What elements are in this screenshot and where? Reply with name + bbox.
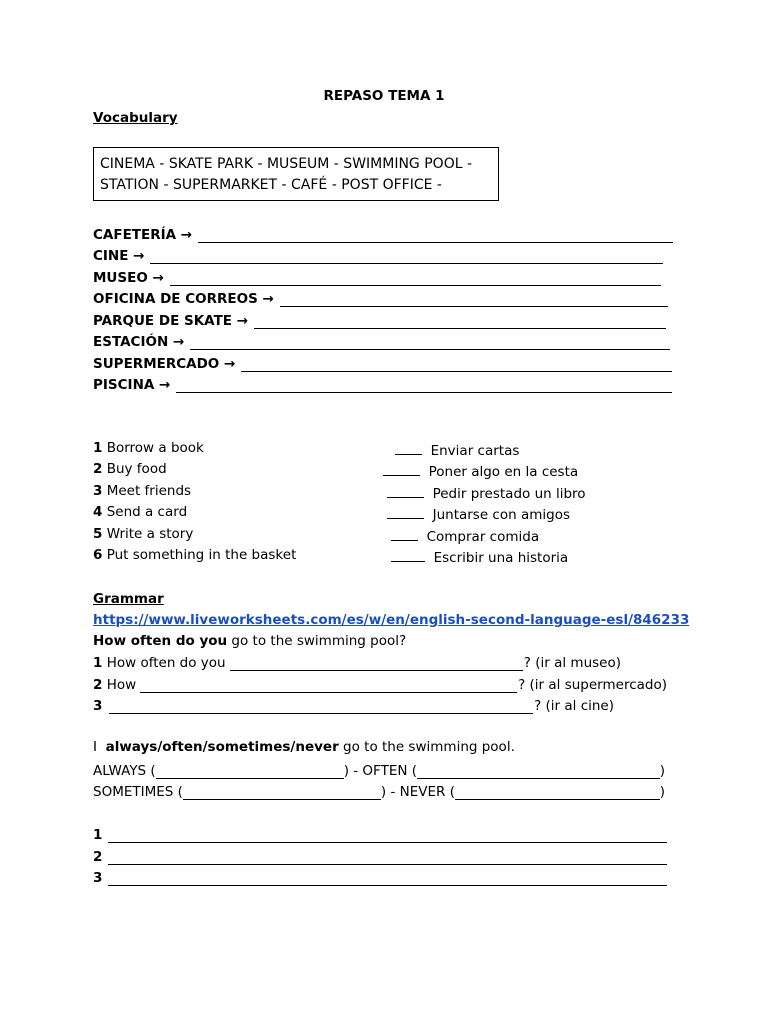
match-answer-blank[interactable] xyxy=(387,485,424,498)
sentence-row: 2 xyxy=(93,849,667,865)
translate-label: SUPERMERCADO → xyxy=(93,356,236,372)
answer-line[interactable] xyxy=(280,294,668,307)
question-row: 3 ? (ir al cine) xyxy=(93,698,614,714)
matching-left-item: 4 Send a card xyxy=(93,504,188,520)
adverb-sentence: I always/often/sometimes/never go to the swimming pool. xyxy=(93,739,515,755)
answer-line[interactable] xyxy=(108,852,667,865)
answer-line[interactable] xyxy=(109,701,533,714)
translate-label: CAFETERÍA → xyxy=(93,227,193,243)
answer-line[interactable] xyxy=(108,830,667,843)
matching-left-item: 2 Buy food xyxy=(93,461,167,477)
liveworksheets-link[interactable]: https://www.liveworksheets.com/es/w/en/english-second-language-esl/846233 xyxy=(93,612,690,628)
matching-left-item: 6 Put something in the basket xyxy=(93,547,297,563)
answer-line[interactable] xyxy=(190,337,670,350)
answer-line[interactable] xyxy=(108,873,667,886)
vocabulary-word-box xyxy=(93,147,499,201)
translate-row xyxy=(93,313,666,329)
translate-row xyxy=(93,356,672,372)
translate-row xyxy=(93,291,668,307)
translate-row xyxy=(93,270,661,286)
answer-line[interactable] xyxy=(198,230,673,243)
grammar-example: How often do you go to the swimming pool? xyxy=(93,633,407,649)
page-title: REPASO TEMA 1 xyxy=(323,88,445,104)
vocabulary-box-line: STATION - SUPERMARKET - CAFÉ - POST OFFICE - xyxy=(100,177,442,193)
translate-label: OFICINA DE CORREOS → xyxy=(93,291,274,307)
translate-label: ESTACIÓN → xyxy=(93,334,185,350)
match-answer-blank[interactable] xyxy=(383,463,420,476)
match-answer-blank[interactable] xyxy=(391,528,418,541)
vocabulary-heading: Vocabulary xyxy=(93,110,178,126)
question-row: 1 How often do you ? (ir al museo) xyxy=(93,655,621,671)
matching-right-item: Enviar cartas xyxy=(395,442,519,459)
matching-right-item: Comprar comida xyxy=(391,528,539,545)
matching-left-item: 5 Write a story xyxy=(93,526,194,542)
translate-label: CINE → xyxy=(93,248,145,264)
answer-line[interactable] xyxy=(241,359,672,372)
matching-right-item: Poner algo en la cesta xyxy=(383,463,578,480)
matching-left-item: 3 Meet friends xyxy=(93,483,192,499)
match-answer-blank[interactable] xyxy=(387,506,424,519)
translate-label: PARQUE DE SKATE → xyxy=(93,313,249,329)
question-row: 2 How ? (ir al supermercado) xyxy=(93,677,667,693)
matching-right-item: Pedir prestado un libro xyxy=(387,485,586,502)
translate-label: MUSEO → xyxy=(93,270,164,286)
answer-line[interactable] xyxy=(150,251,663,264)
matching-right-item: Juntarse con amigos xyxy=(387,506,570,523)
never-blank[interactable] xyxy=(455,787,660,800)
match-answer-blank[interactable] xyxy=(391,549,425,562)
answer-line[interactable] xyxy=(176,380,672,393)
translate-row xyxy=(93,248,663,264)
match-answer-blank[interactable] xyxy=(395,442,422,455)
often-blank[interactable] xyxy=(417,766,660,779)
sentence-row: 1 xyxy=(93,827,667,843)
sentence-row: 3 xyxy=(93,870,667,886)
frequency-row: ALWAYS ( ) - OFTEN ( ) xyxy=(93,763,665,779)
sometimes-blank[interactable] xyxy=(183,787,381,800)
frequency-row: SOMETIMES ( ) - NEVER ( ) xyxy=(93,784,665,800)
answer-line[interactable] xyxy=(170,273,661,286)
translate-row xyxy=(93,227,673,243)
translate-label: PISCINA → xyxy=(93,377,171,393)
grammar-heading: Grammar xyxy=(93,591,164,607)
always-blank[interactable] xyxy=(156,766,344,779)
matching-right-item: Escribir una historia xyxy=(391,549,568,566)
vocabulary-box-line: CINEMA - SKATE PARK - MUSEUM - SWIMMING POOL - xyxy=(100,156,473,172)
matching-left-item: 1 Borrow a book xyxy=(93,440,204,456)
answer-line[interactable] xyxy=(230,658,523,671)
translate-row xyxy=(93,377,672,393)
answer-line[interactable] xyxy=(254,316,666,329)
translate-row xyxy=(93,334,670,350)
answer-line[interactable] xyxy=(140,680,517,693)
